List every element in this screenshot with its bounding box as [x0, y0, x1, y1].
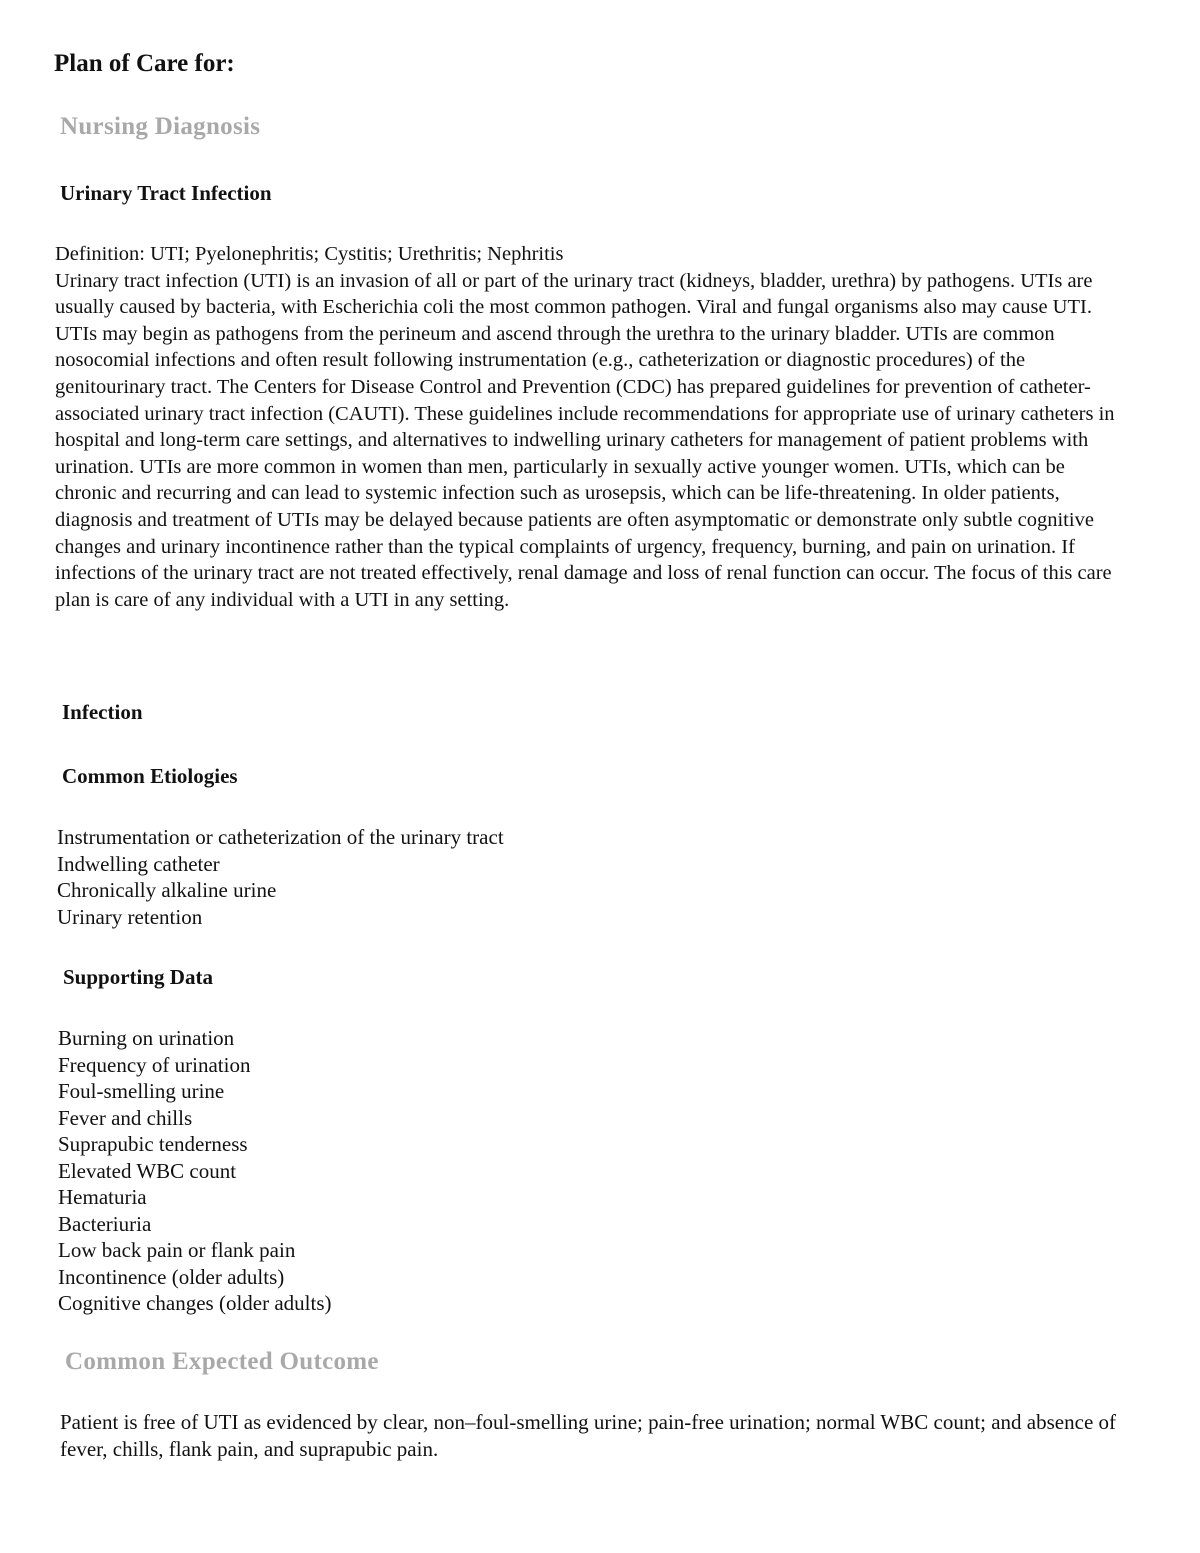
etiologies-heading: Common Etiologies: [62, 764, 238, 788]
definition-line: Definition: UTI; Pyelonephritis; Cystitis; Urethritis; Nephritis: [55, 243, 564, 265]
list-item: Chronically alkaline urine: [57, 878, 277, 902]
list-item: Bacteriuria: [58, 1211, 152, 1236]
list-item: Foul-smelling urine: [58, 1079, 225, 1103]
list-item: Frequency of urination: [58, 1052, 251, 1077]
list-item: Burning on urination: [58, 1026, 235, 1050]
page-title: Plan of Care for:: [54, 50, 235, 77]
list-item: Indwelling catheter: [57, 851, 220, 876]
definition-block: [55, 241, 1130, 613]
list-item: Incontinence (older adults): [58, 1264, 285, 1289]
etiologies-list: [57, 824, 504, 930]
list-item: Instrumentation or catheterization of the urinary tract: [57, 825, 504, 849]
nursing-diagnosis-heading: Nursing Diagnosis: [60, 113, 261, 140]
diagnosis-title: Urinary Tract Infection: [60, 181, 272, 205]
supporting-data-heading: Supporting Data: [63, 965, 213, 989]
list-item: Low back pain or flank pain: [58, 1238, 296, 1262]
list-item: Elevated WBC count: [58, 1158, 237, 1183]
list-item: Urinary retention: [57, 904, 203, 929]
list-item: Cognitive changes (older adults): [58, 1291, 332, 1315]
supporting-data-list: [58, 1025, 332, 1317]
list-item: Suprapubic tenderness: [58, 1132, 248, 1156]
definition-body: Urinary tract infection (UTI) is an invasion of all or part of the urinary tract (kidneys, bladder, urethra) by pathogens. UTIs are usually caused by bacteria, with Escherichia coli the most common pathogen. Viral and fungal organisms also may cause UTI. UTIs may begin as pathogens from the perineum and ascend through the urethra to the urinary bladder. UTIs are common nosocomial infections and often result following instrumentation (e.g., catheterization or diagnostic procedures) of the genitourinary tract. The Centers for Disease Control and Prevention (CDC) has prepared guidelines for prevention of catheter-associated urinary tract infection (CAUTI). These guidelines include recommendations for appropriate use of urinary catheters in hospital and long-term care settings, and alternatives to indwelling urinary catheters for management of patient problems with urination. UTIs are more common in women than men, particularly in sexually active younger women. UTIs, which can be chronic and recurring and can lead to systemic infection such as urosepsis, which can be life-threatening. In older patients, diagnosis and treatment of UTIs may be delayed because patients are often asymptomatic or demonstrate only subtle cognitive changes and urinary incontinence rather than the typical complaints of urgency, frequency, burning, and pain on urination. If infections of the urinary tract are not treated effectively, renal damage and loss of renal function can occur. The focus of this care plan is care of any individual with a UTI in any setting.: [55, 269, 1115, 611]
expected-outcome-heading: Common Expected Outcome: [65, 1348, 379, 1375]
infection-heading: Infection: [62, 700, 143, 724]
list-item: Fever and chills: [58, 1105, 193, 1130]
expected-outcome-text: Patient is free of UTI as evidenced by clear, non–foul-smelling urine; pain-free urination; normal WBC count; and absence of fever, chills, flank pain, and suprapubic pain.: [60, 1410, 1117, 1461]
list-item: Hematuria: [58, 1185, 147, 1209]
